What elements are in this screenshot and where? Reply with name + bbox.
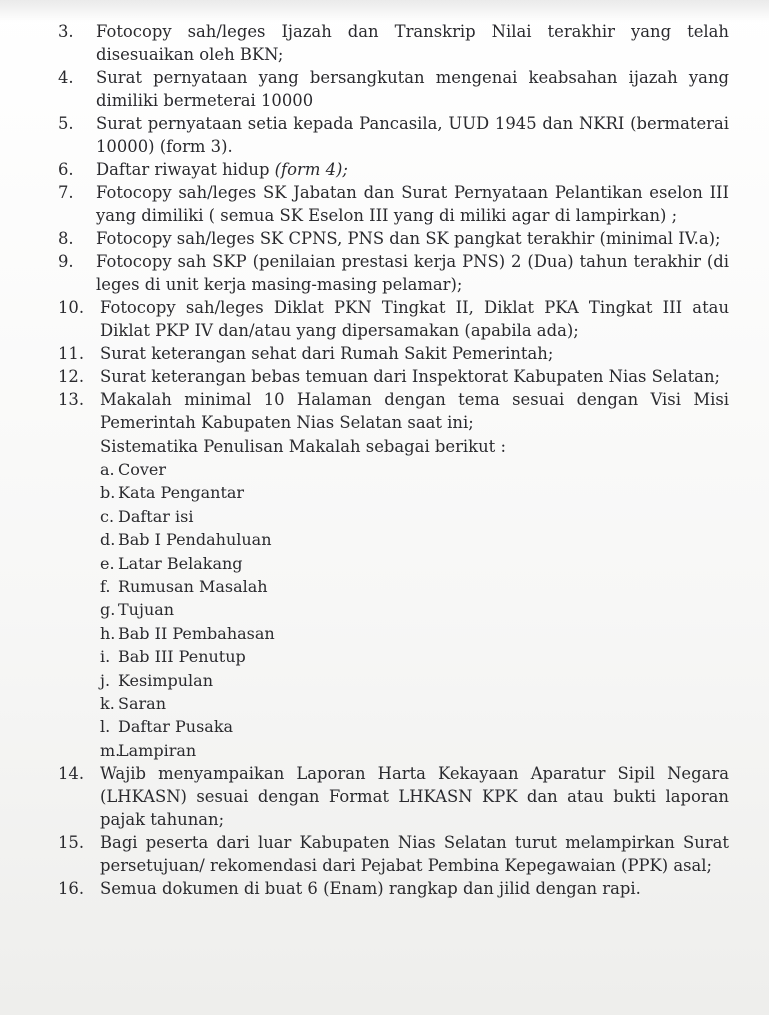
sublist-text: Latar Belakang: [118, 553, 243, 573]
sublist-item: [100, 622, 729, 645]
item-text: Fotocopy sah/leges Diklat PKN Tingkat II, Diklat PKA Tingkat III atau Diklat PKP IV dan/atau yang dipersamakan (apabila ada);: [100, 298, 729, 340]
sublist-text: Rumusan Masalah: [118, 577, 268, 597]
sublist-text: Tujuan: [118, 600, 175, 620]
item-number: 3.: [58, 22, 74, 41]
item-text: Wajib menyampaikan Laporan Harta Kekayaan Aparatur Sipil Negara (LHKASN) sesuai dengan Format LHKASN KPK dan atau bukti laporan pajak tahunan;: [100, 764, 729, 830]
item-number: 10.: [58, 298, 85, 317]
item-text: Fotocopy sah/leges SK Jabatan dan Surat Pernyataan Pelantikan eselon III yang dimiliki ( semua SK Eselon III yang di miliki agar di lampirkan) ;: [96, 183, 729, 225]
sublist-letter: e.: [100, 553, 115, 573]
list-item-10: [58, 296, 729, 342]
sublist-text: Cover: [118, 460, 167, 479]
list-item-8: [58, 227, 729, 250]
sublist-letter: d.: [100, 530, 116, 550]
sublist-text: Bab II Pembahasan: [118, 623, 275, 643]
item-number: 14.: [58, 764, 85, 784]
sublist-item: [100, 552, 729, 575]
sublist-item: [100, 528, 729, 551]
list-item-16: [58, 877, 729, 900]
item-number: 6.: [58, 160, 74, 179]
item-text: Fotocopy sah/leges Ijazah dan Transkrip Nilai terakhir yang telah disesuaikan oleh BKN;: [96, 22, 729, 64]
item-text: Surat pernyataan setia kepada Pancasila, UUD 1945 dan NKRI (bermaterai 10000) (form 3).: [96, 114, 729, 156]
top-shadow: [0, 0, 769, 22]
list-item-4: [58, 66, 729, 112]
list-item-14: [58, 762, 729, 831]
sublist-item: [100, 715, 729, 738]
sublist-letter: i.: [100, 647, 111, 667]
list-item-5: [58, 112, 729, 158]
list-item-6: [58, 158, 729, 181]
item-text: Bagi peserta dari luar Kabupaten Nias Selatan turut melampirkan Surat persetujuan/ rekomendasi dari Pejabat Pembina Kepegawaian (PPK) asal;: [100, 833, 729, 876]
sublist-text: Lampiran: [118, 740, 197, 760]
sublist-text: Daftar Pusaka: [118, 717, 234, 737]
item-text: Daftar riwayat hidup: [96, 160, 270, 179]
list-item-9: [58, 250, 729, 296]
list-item-12: [58, 365, 729, 388]
requirements-list: [58, 20, 729, 900]
sublist-item: [100, 575, 729, 598]
sublist-item: [100, 505, 729, 528]
sublist-item: [100, 645, 729, 668]
item-number: 12.: [58, 367, 85, 386]
item-text: Fotocopy sah SKP (penilaian prestasi kerja PNS) 2 (Dua) tahun terakhir (di leges di unit kerja masing-masing pelamar);: [96, 252, 729, 294]
sublist-text: Kesimpulan: [118, 670, 213, 690]
list-item-3: [58, 20, 729, 66]
systematics-title: Sistematika Penulisan Makalah sebagai berikut :: [100, 437, 506, 456]
sublist-item: [100, 669, 729, 692]
item-number: 16.: [58, 879, 85, 899]
item-text: Surat pernyataan yang bersangkutan mengenai keabsahan ijazah yang dimiliki bermeterai 10000: [96, 68, 729, 110]
sublist-text: Kata Pengantar: [118, 483, 245, 503]
sublist-text: Daftar isi: [118, 506, 194, 526]
item-text: Semua dokumen di buat 6 (Enam) rangkap dan jilid dengan rapi.: [100, 879, 641, 899]
item-number: 13.: [58, 390, 85, 409]
sublist-letter: l.: [100, 717, 111, 737]
sublist-item: [100, 481, 729, 504]
list-item-11: [58, 342, 729, 365]
sublist-letter: m.: [100, 740, 121, 760]
sublist-item: [100, 598, 729, 621]
sublist-letter: b.: [100, 483, 116, 503]
sublist-item: [100, 692, 729, 715]
systematics-sublist: [100, 458, 729, 762]
sublist-item: [100, 739, 729, 762]
item-number: 5.: [58, 114, 74, 133]
sublist-letter: k.: [100, 694, 115, 714]
item-number: 15.: [58, 833, 85, 853]
sublist-text: Bab I Pendahuluan: [118, 530, 272, 550]
sublist-text: Saran: [118, 694, 166, 714]
item-text: Surat keterangan sehat dari Rumah Sakit Pemerintah;: [100, 344, 554, 363]
item-text-italic: (form 4);: [274, 160, 348, 179]
sublist-item: [100, 458, 729, 481]
list-item-15: [58, 831, 729, 877]
item-number: 8.: [58, 229, 74, 248]
item-text: Fotocopy sah/leges SK CPNS, PNS dan SK pangkat terakhir (minimal IV.a);: [96, 229, 721, 248]
sublist-text: Bab III Penutup: [118, 647, 246, 667]
sublist-letter: g.: [100, 600, 116, 620]
item-number: 7.: [58, 183, 74, 202]
item-text: Surat keterangan bebas temuan dari Inspektorat Kabupaten Nias Selatan;: [100, 367, 721, 386]
sublist-letter: j.: [100, 670, 111, 690]
sublist-letter: c.: [100, 506, 115, 526]
sublist-letter: a.: [100, 460, 115, 479]
sublist-letter: h.: [100, 623, 116, 643]
list-item-13: [58, 388, 729, 762]
item-number: 9.: [58, 252, 74, 271]
item-text: Makalah minimal 10 Halaman dengan tema sesuai dengan Visi Misi Pemerintah Kabupaten Nias Selatan saat ini;: [100, 390, 729, 432]
list-item-7: [58, 181, 729, 227]
item-number: 11.: [58, 344, 85, 363]
item-number: 4.: [58, 68, 74, 87]
sublist-letter: f.: [100, 577, 111, 597]
